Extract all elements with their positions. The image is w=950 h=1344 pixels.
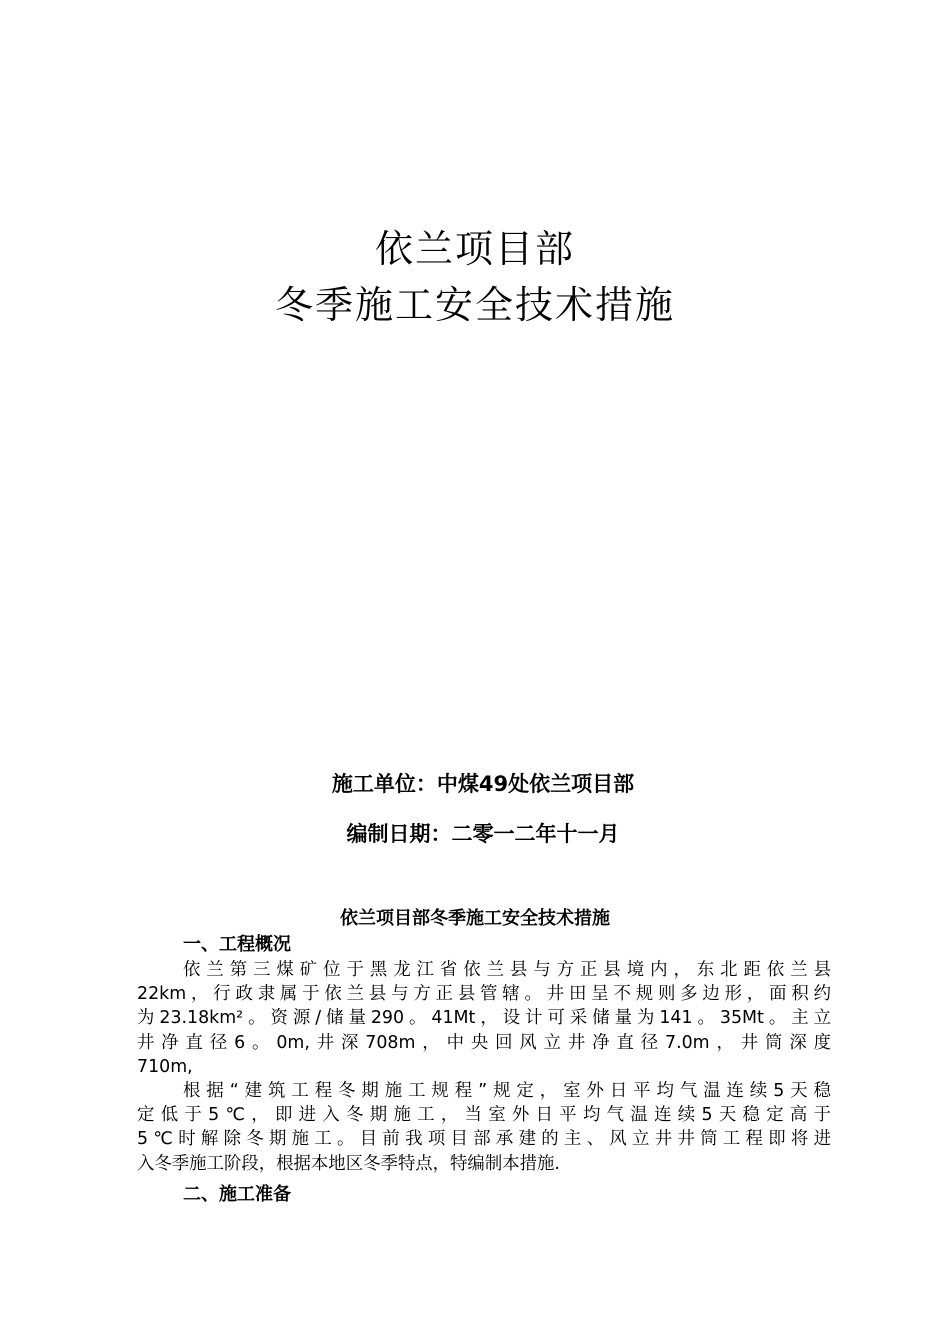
paragraph-line: 定低于5℃，即进入冬期施工，当室外日平均气温连续5天稳定高于 <box>137 1105 831 1126</box>
section-heading-overview: 一、工程概况 <box>183 934 291 955</box>
paragraph-line: 22km，行政隶属于依兰县与方正县管辖。井田呈不规则多边形，面积约 <box>137 984 831 1005</box>
body-title: 依兰项目部冬季施工安全技术措施 <box>340 908 610 929</box>
paragraph-line: 为23.18km²。资源/储量290。41Mt，设计可采储量为141。35Mt。主立 <box>137 1008 831 1029</box>
paragraph-winter-rule <box>137 1079 831 1176</box>
cover-title-line2: 冬季施工安全技术措施 <box>274 283 675 327</box>
construction-unit: 施工单位：中煤49处依兰项目部 <box>331 772 635 796</box>
compile-date: 编制日期：二零一二年十一月 <box>346 822 620 846</box>
paragraph-line: 依兰第三煤矿位于黑龙江省依兰县与方正县境内，东北距依兰县 <box>183 960 831 980</box>
section-heading-preparation: 二、施工准备 <box>183 1184 291 1205</box>
paragraph-project-overview <box>137 958 831 1079</box>
paragraph-line: 5℃时解除冬期施工。目前我项目部承建的主、风立井井筒工程即将进 <box>137 1129 831 1150</box>
paragraph-line: 入冬季施工阶段，根据本地区冬季特点，特编制本措施. <box>137 1153 560 1174</box>
paragraph-line: 井净直径6。0m,井深708m，中央回风立井净直径7.0m，井筒深度 <box>137 1032 831 1053</box>
paragraph-line: 根据“建筑工程冬期施工规程”规定，室外日平均气温连续5天稳 <box>183 1081 831 1101</box>
paragraph-line: 710m, <box>137 1056 193 1077</box>
cover-title-line1: 依兰项目部 <box>374 227 575 271</box>
